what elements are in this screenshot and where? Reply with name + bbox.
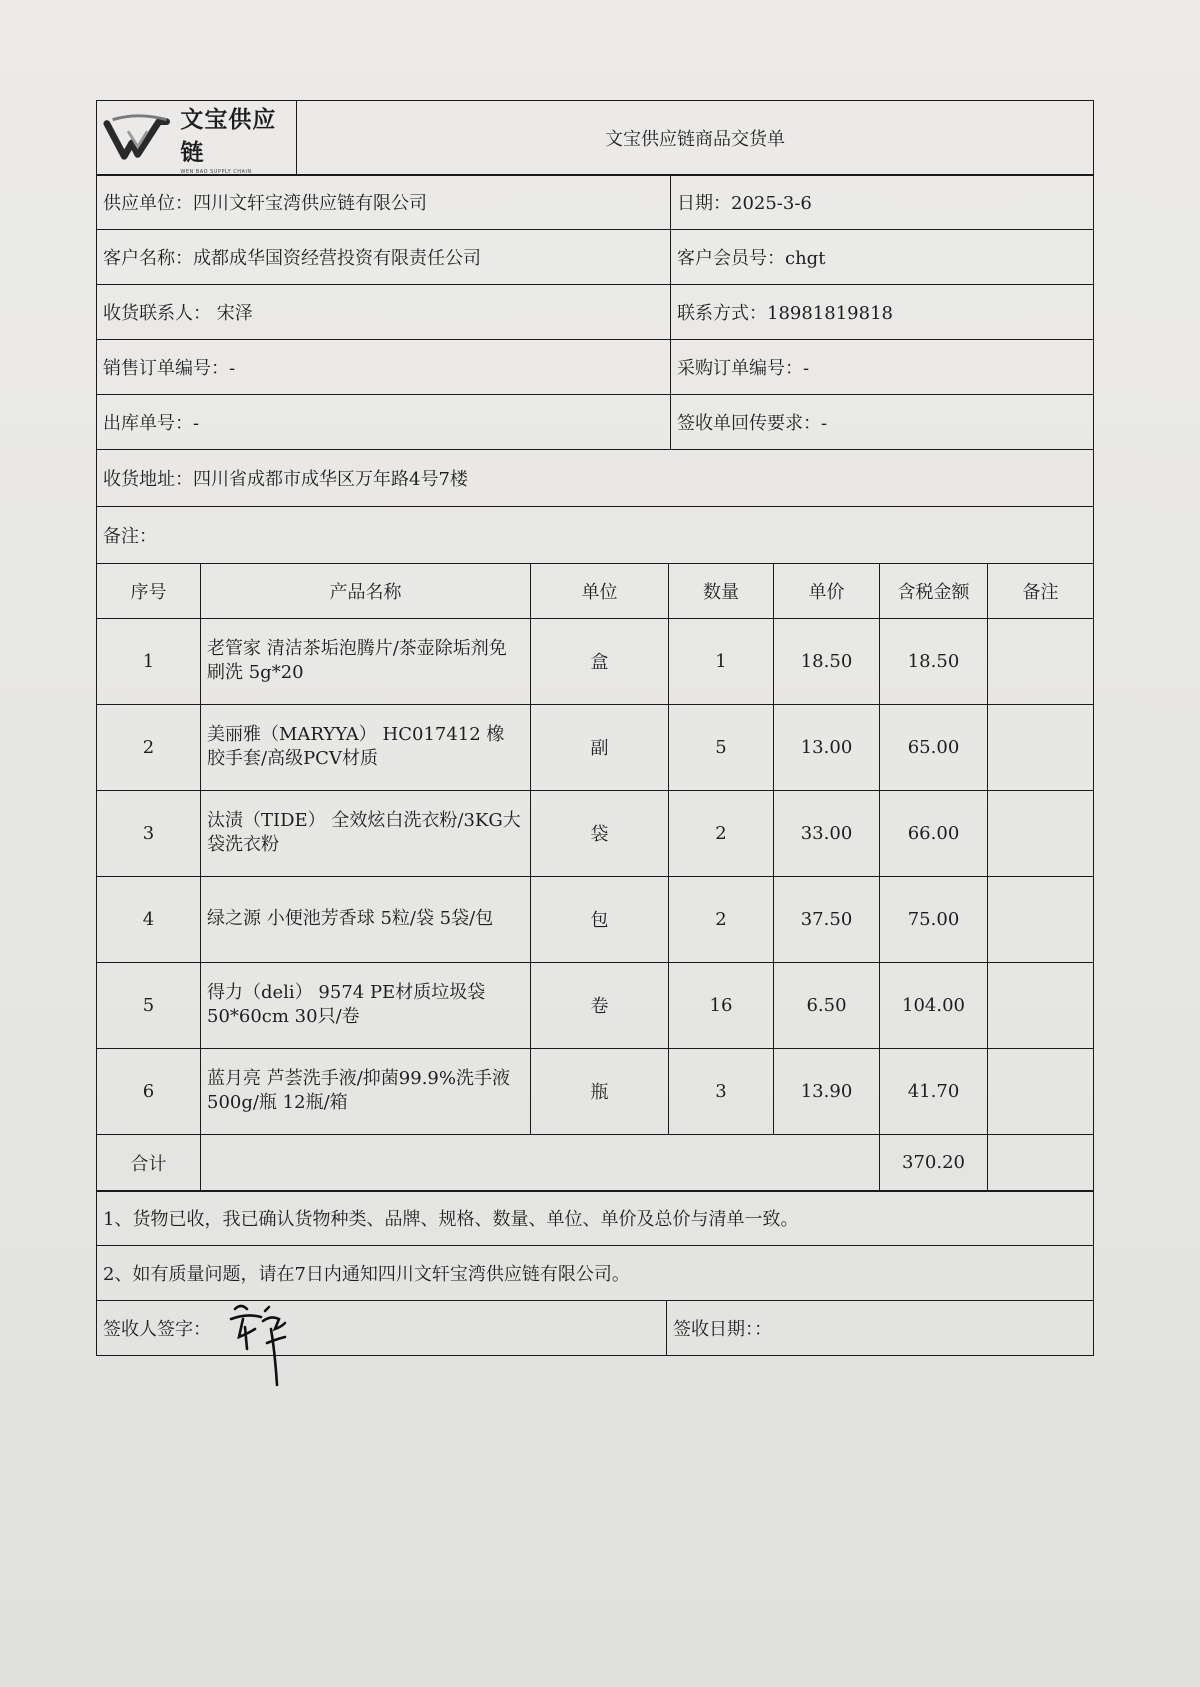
row-unit: 副: [531, 704, 669, 790]
row-amount: 65.00: [880, 704, 988, 790]
member-no-field: 客户会员号：chgt: [671, 230, 1094, 285]
table-row: [97, 618, 1094, 704]
company-logo: [97, 101, 296, 175]
sign-date-field: 签收日期：：: [667, 1300, 1094, 1355]
row-unit-price: 18.50: [774, 618, 880, 704]
signer-label: 签收人签字：: [103, 1318, 211, 1340]
row-remark: [988, 704, 1094, 790]
row-unit-price: 37.50: [774, 876, 880, 962]
date-field: 日期：2025-3-6: [671, 175, 1094, 230]
row-product-name: 蓝月亮 芦荟洗手液/抑菌99.9%洗手液500g/瓶 12瓶/箱: [201, 1048, 531, 1134]
row-no: 6: [97, 1048, 201, 1134]
customer-field: 客户名称：成都成华国资经营投资有限责任公司: [97, 230, 671, 285]
total-label: 合计: [97, 1134, 201, 1191]
row-remark: [988, 962, 1094, 1048]
header-info-table: [96, 174, 1094, 564]
title-table: [96, 100, 1094, 176]
header-amount: 含税金额: [880, 563, 988, 618]
row-remark: [988, 618, 1094, 704]
handwritten-signature: [221, 1293, 301, 1388]
row-quantity: 5: [669, 704, 774, 790]
signature-table: [96, 1300, 1094, 1356]
row-quantity: 2: [669, 876, 774, 962]
header-product-name: 产品名称: [201, 563, 531, 618]
row-product-name: 绿之源 小便池芳香球 5粒/袋 5袋/包: [201, 876, 531, 962]
header-unit: 单位: [531, 563, 669, 618]
row-unit: 袋: [531, 790, 669, 876]
phone-field: 联系方式：18981819818: [671, 285, 1094, 340]
row-product-name: 得力（deli） 9574 PE材质垃圾袋 50*60cm 30只/卷: [201, 962, 531, 1048]
row-unit-price: 13.90: [774, 1048, 880, 1134]
table-row: [97, 962, 1094, 1048]
row-no: 2: [97, 704, 201, 790]
header-quantity: 数量: [669, 563, 774, 618]
header-unit-price: 单价: [774, 563, 880, 618]
contact-field: 收货联系人： 宋泽: [97, 285, 671, 340]
items-header-row: [97, 563, 1094, 618]
row-unit: 卷: [531, 962, 669, 1048]
row-remark: [988, 1048, 1094, 1134]
signer-wrap: [103, 1315, 211, 1341]
row-product-name: 老管家 清洁茶垢泡腾片/茶壶除垢剂免刷洗 5g*20: [201, 618, 531, 704]
table-row: [97, 790, 1094, 876]
total-remark: [988, 1134, 1094, 1191]
row-product-name: 美丽雅（MARYYA） HC017412 橡胶手套/高级PCV材质: [201, 704, 531, 790]
company-name: 文宝供应链: [180, 107, 277, 166]
document-title: 文宝供应链商品交货单: [297, 101, 1094, 176]
note-receipt-confirmation: 1、货物已收，我已确认货物种类、品牌、规格、数量、单位、单价及总价与清单一致。: [97, 1191, 1094, 1246]
row-amount: 104.00: [880, 962, 988, 1048]
delivery-note: [96, 100, 1094, 1356]
row-unit-price: 6.50: [774, 962, 880, 1048]
row-quantity: 2: [669, 790, 774, 876]
note-quality-issue: 2、如有质量问题，请在7日内通知四川文轩宝湾供应链有限公司。: [97, 1246, 1094, 1301]
signer-cell: [97, 1300, 667, 1355]
header-no: 序号: [97, 563, 201, 618]
outbound-no-field: 出库单号：-: [97, 395, 671, 450]
row-unit: 瓶: [531, 1048, 669, 1134]
row-product-name: 汰渍（TIDE） 全效炫白洗衣粉/3KG大袋洗衣粉: [201, 790, 531, 876]
row-no: 3: [97, 790, 201, 876]
logo-cell: [97, 101, 297, 176]
table-row: [97, 704, 1094, 790]
purchase-order-field: 采购订单编号：-: [671, 340, 1094, 395]
row-amount: 41.70: [880, 1048, 988, 1134]
row-no: 1: [97, 618, 201, 704]
notes-table: [96, 1190, 1094, 1301]
row-amount: 66.00: [880, 790, 988, 876]
row-amount: 18.50: [880, 618, 988, 704]
row-remark: [988, 790, 1094, 876]
table-row: [97, 876, 1094, 962]
row-unit-price: 33.00: [774, 790, 880, 876]
table-row: [97, 1048, 1094, 1134]
row-no: 5: [97, 962, 201, 1048]
address-field: 收货地址：四川省成都市成华区万年路4号7楼: [97, 450, 1094, 507]
row-quantity: 1: [669, 618, 774, 704]
row-remark: [988, 876, 1094, 962]
remark-field: 备注：: [97, 507, 1094, 564]
row-unit: 盒: [531, 618, 669, 704]
row-unit-price: 13.00: [774, 704, 880, 790]
items-table: [96, 563, 1094, 1192]
row-unit: 包: [531, 876, 669, 962]
total-amount: 370.20: [880, 1134, 988, 1191]
row-quantity: 3: [669, 1048, 774, 1134]
row-no: 4: [97, 876, 201, 962]
header-remark: 备注: [988, 563, 1094, 618]
row-amount: 75.00: [880, 876, 988, 962]
total-spacer: [201, 1134, 880, 1191]
row-quantity: 16: [669, 962, 774, 1048]
company-name-latin: WEN BAO SUPPLY CHAIN: [180, 169, 252, 175]
supplier-field: 供应单位：四川文轩宝湾供应链有限公司: [97, 175, 671, 230]
total-row: [97, 1134, 1094, 1191]
sales-order-field: 销售订单编号：-: [97, 340, 671, 395]
receipt-requirement-field: 签收单回传要求：-: [671, 395, 1094, 450]
company-logo-icon: [103, 113, 172, 163]
